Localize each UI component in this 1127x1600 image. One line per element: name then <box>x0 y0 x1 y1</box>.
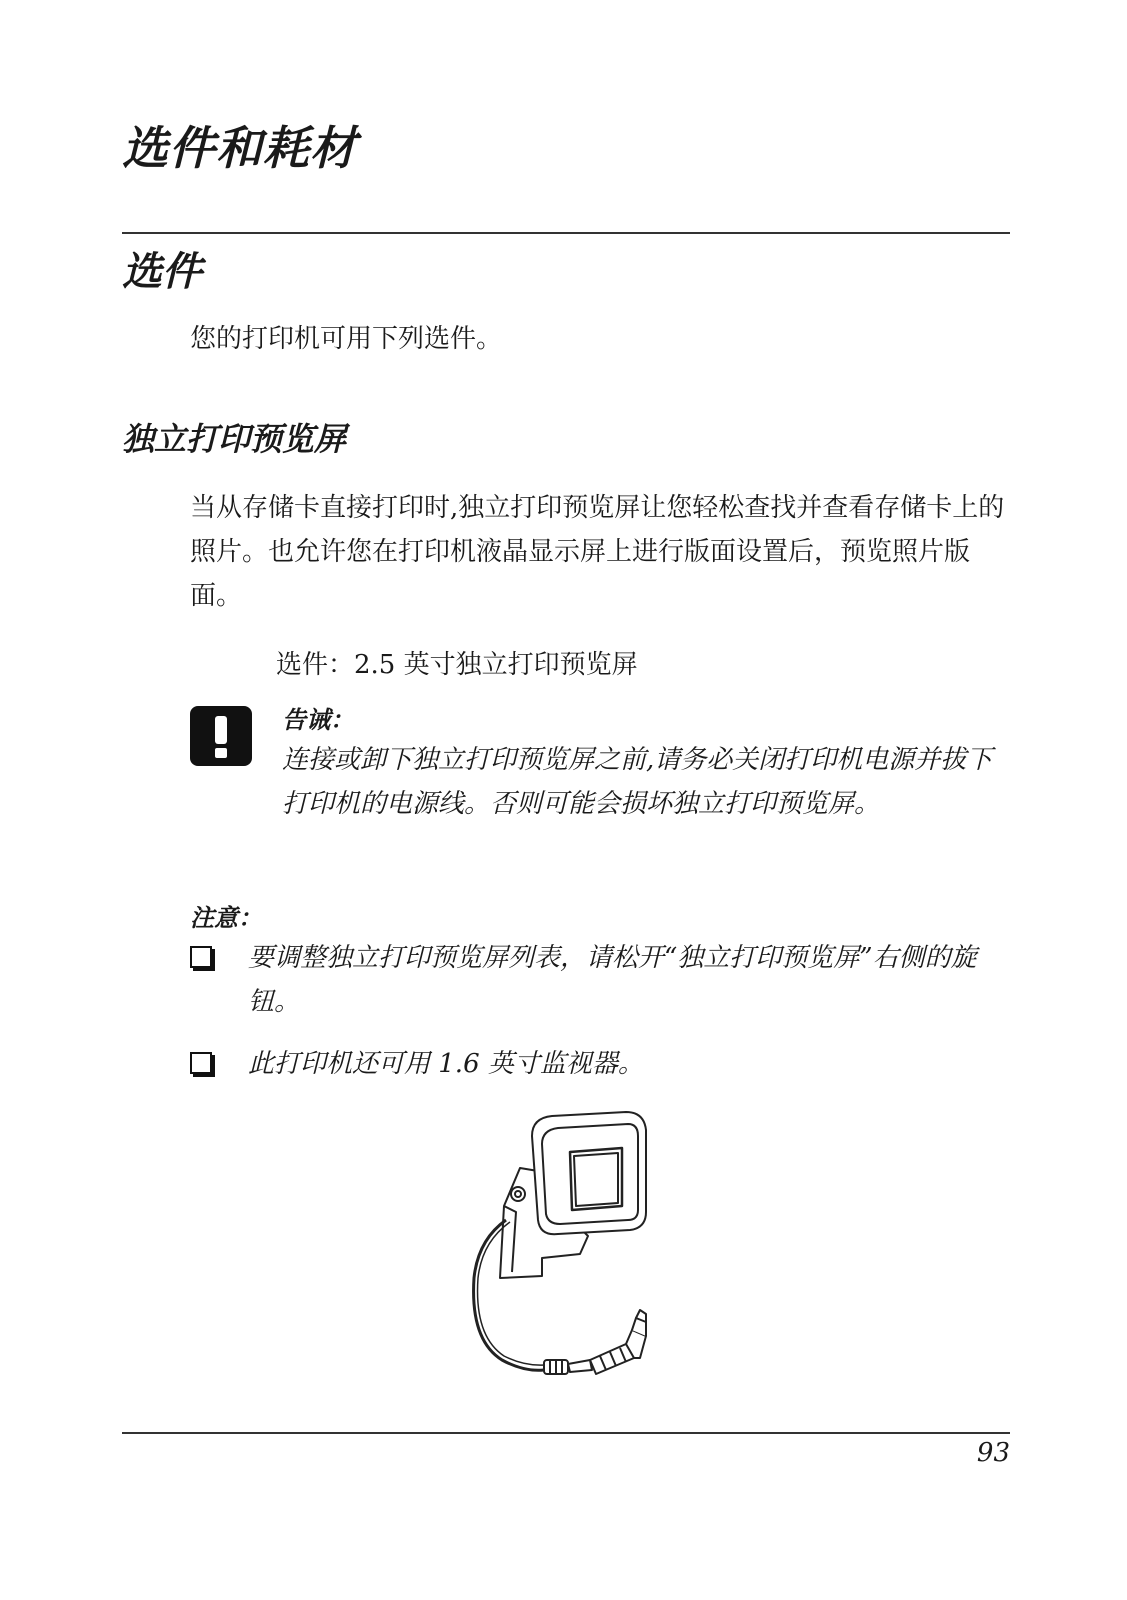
bottom-divider <box>122 1432 1010 1434</box>
top-divider <box>122 232 1010 234</box>
exclamation-icon <box>190 706 252 766</box>
section-title: 选件 <box>122 249 202 295</box>
checkbox-bullet-icon <box>190 1052 212 1074</box>
option-line: 选件：2.5 英寸独立打印预览屏 <box>276 650 638 680</box>
checkbox-bullet-icon <box>190 946 212 968</box>
note-label: 注意： <box>190 904 262 932</box>
preview-monitor-illustration <box>460 1108 670 1398</box>
note-item-text: 要调整独立打印预览屏列表，请松开“独立打印预览屏”右侧的旋钮。 <box>248 943 977 1017</box>
subsection-body: 当从存储卡直接打印时,独立打印预览屏让您轻松查找并查看存储卡上的照片。也允许您在打印机液晶显示屏上进行版面设置后，预览照片版面。 <box>190 493 1005 611</box>
chapter-title: 选件和耗材 <box>122 121 357 175</box>
caution-label: 告诫： <box>282 706 354 734</box>
page-number: 93 <box>976 1438 1010 1468</box>
caution-text: 连接或卸下独立打印预览屏之前,请务必关闭打印机电源并拔下打印机的电源线。否则可能会损坏独立打印预览屏。 <box>282 745 993 819</box>
section-intro: 您的打印机可用下列选件。 <box>190 324 503 354</box>
subsection-title: 独立打印预览屏 <box>122 420 347 458</box>
note-item-text: 此打印机还可用 1.6 英寸监视器。 <box>248 1049 644 1079</box>
